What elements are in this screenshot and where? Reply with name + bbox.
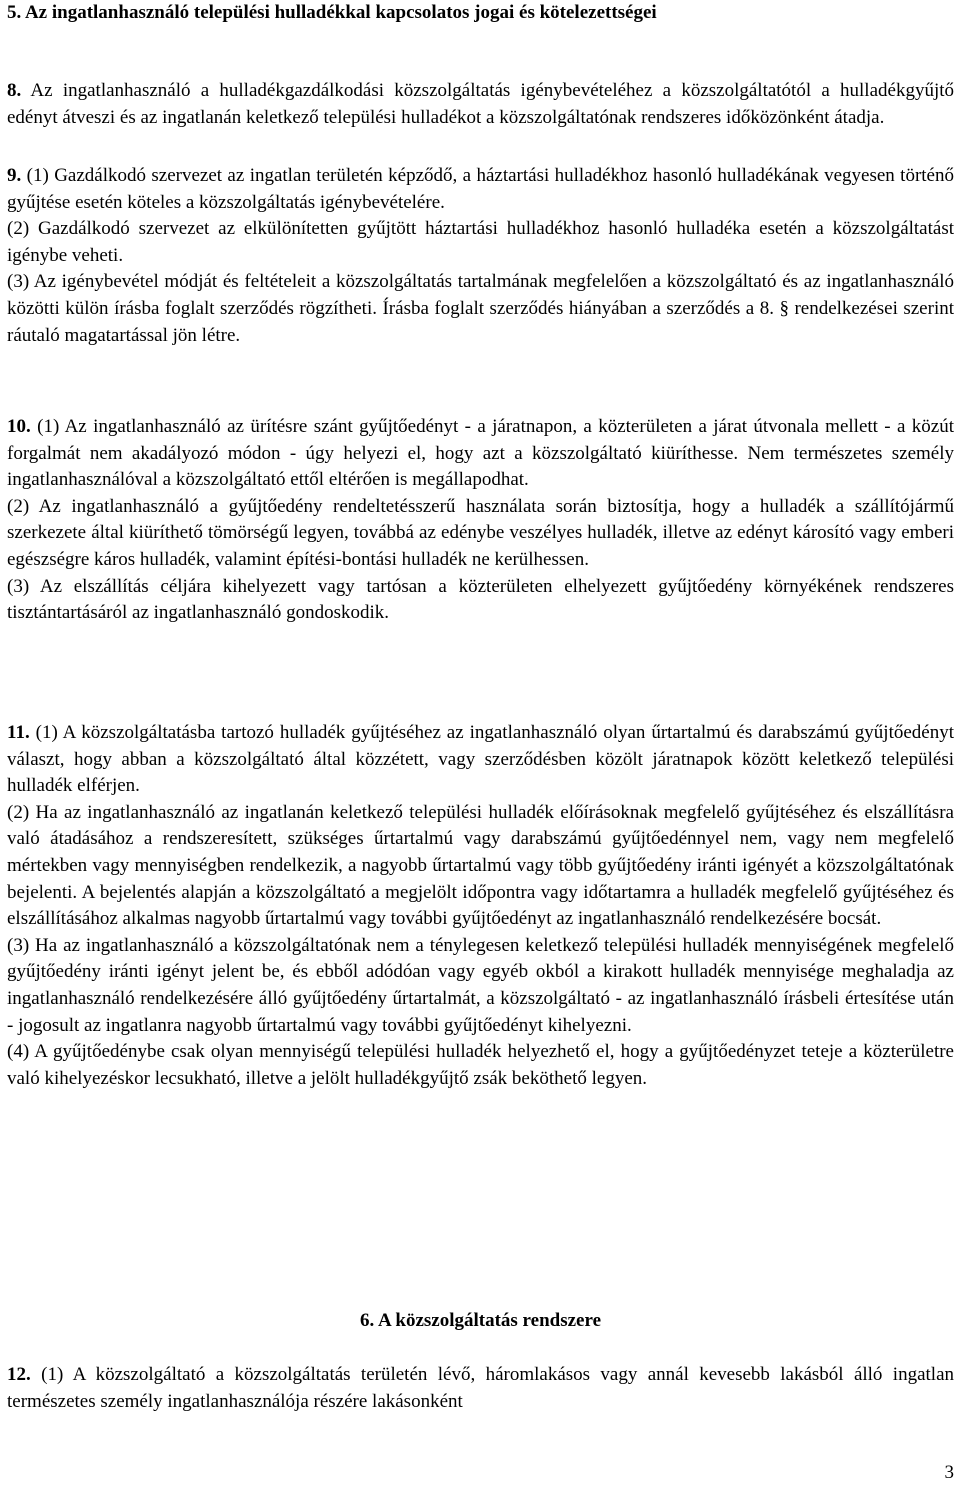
- paragraph-number: 8.: [7, 80, 22, 101]
- paragraph-number: 9.: [7, 165, 22, 186]
- paragraph-9: [7, 163, 954, 349]
- paragraph-number: 11.: [7, 722, 30, 743]
- section-6-heading: 6. A közszolgáltatás rendszere: [360, 1310, 601, 1331]
- section-5-heading: 5. Az ingatlanhasználó települési hulladékkal kapcsolatos jogai és kötelezettségei: [7, 2, 657, 23]
- paragraph-11: [7, 720, 954, 1092]
- paragraph-9-sub-3: (3) Az igénybevétel módját és feltételeit a közszolgáltatás tartalmának megfelelően a közszolgáltató és az ingatlanhasználó közötti külön írásba foglalt szerződés rögzítheti. Írásba foglalt szerződés hiányában a szerződés a 8. § rendelkezései szerint ráutaló magatartással jön létre.: [7, 271, 954, 346]
- paragraph-number: 12.: [7, 1364, 31, 1385]
- paragraph-11-sub-2: (2) Ha az ingatlanhasználó az ingatlanán keletkező települési hulladék előírásoknak megfelelő gyűjtéséhez és elszállításra való átadásához a rendszeresített, szükséges űrtartalmú vagy darabszámú gyűjtőedénnyel nem, vagy nem megfelelő mértekben vagy mennyiségben rendelkezik, a nagyobb űrtartalmú vagy több gyűjtőedény iránti igényét a közszolgáltatónak bejelenti. A bejelentés alapján a közszolgáltató a megjelölt időpontra vagy időtartamra a hulladék megfelelő gyűjtéséhez és elszállításához alkalmas nagyobb űrtartalmú vagy további gyűjtőedényt az ingatlanhasználó rendelkezésére bocsát.: [7, 801, 954, 930]
- paragraph-9-sub-1: [7, 163, 954, 216]
- paragraph-12: [7, 1362, 954, 1415]
- page-number: 3: [944, 1462, 954, 1483]
- paragraph-11-sub-3: (3) Ha az ingatlanhasználó a közszolgáltatónak nem a ténylegesen keletkező települési hulladék mennyiségének megfelelő gyűjtőedény iránti igényt jelent be, és ebből adódóan vagy egyéb okból a kirakott hulladék mennyisége meghaladja az ingatlanhasználó rendelkezésére álló gyűjtőedény űrtartalmát, a közszolgáltató - az ingatlanhasználó írásbeli értesítése után - jogosult az ingatlanra nagyobb űrtartalmú vagy további gyűjtőedényt kihelyezni.: [7, 934, 954, 1036]
- paragraph-9-sub-2: (2) Gazdálkodó szervezet az elkülönítetten gyűjtött háztartási hulladékhoz hasonló hulladéka esetén a közszolgáltatást igénybe veheti.: [7, 218, 954, 266]
- paragraph-11-sub-1: [7, 720, 954, 800]
- paragraph-10-sub-2: (2) Az ingatlanhasználó a gyűjtőedény rendeltetésszerű használata során biztosítja, hogy a hulladék a szállítójármű szerkezete által kiüríthető tömörségű legyen, továbbá az edénybe veszélyes hulladék, illetve az edényt károsító vagy emberi egészségre káros hulladék, valamint építési-bontási hulladék ne kerülhessen.: [7, 495, 954, 570]
- paragraph-text: Az ingatlanhasználó a hulladékgazdálkodási közszolgáltatás igénybevételéhez a közszolgáltatótól a hulladékgyűjtő edényt átveszi és az ingatlanán keletkező települési hulladékot a közszolgáltatónak rendszeres időközönként átadja.: [7, 80, 954, 128]
- paragraph-8: [7, 78, 954, 131]
- paragraph-text: (1) A közszolgáltató a közszolgáltatás területén lévő, háromlakásos vagy annál kevesebb lakásból álló ingatlan természetes személy ingatlanhasználója részére lakásonként: [7, 1364, 954, 1412]
- paragraph-text: (1) A közszolgáltatásba tartozó hulladék gyűjtéséhez az ingatlanhasználó olyan űrtartalmú és darabszámú gyűjtőedényt választ, hogy abban a közszolgáltató által közzétett, vagy szerződésben közölt járatnapok között keletkező települési hulladék elférjen.: [7, 722, 954, 797]
- paragraph-number: 10.: [7, 416, 31, 437]
- paragraph-text: (1) Gazdálkodó szervezet az ingatlan területén képződő, a háztartási hulladékhoz hasonló hulladékának vegyesen történő gyűjtése esetén köteles a közszolgáltatás igénybevételére.: [7, 165, 954, 213]
- paragraph-text: (1) Az ingatlanhasználó az ürítésre szánt gyűjtőedényt - a járatnapon, a közterületen a járat útvonala mellett - a közút forgalmát nem akadályozó módon - úgy helyezi el, hogy azt a közszolgáltató kiüríthesse. Nem természetes személy ingatlanhasználóval a közszolgáltató ettől eltérően is megállapodhat.: [7, 416, 954, 491]
- paragraph-10-sub-3: (3) Az elszállítás céljára kihelyezett vagy tartósan a közterületen elhelyezett gyűjtőedény környékének rendszeres tisztántartásáról az ingatlanhasználó gondoskodik.: [7, 575, 954, 624]
- paragraph-10-sub-1: [7, 414, 954, 494]
- paragraph-11-sub-4: (4) A gyűjtőedénybe csak olyan mennyiségű települési hulladék helyezhető el, hogy a gyűjtőedényzet teteje a közterületre való kihelyezéskor lecsukható, illetve a jelölt hulladékgyűjtő zsák beköthető legyen.: [7, 1041, 954, 1089]
- paragraph-10: [7, 414, 954, 627]
